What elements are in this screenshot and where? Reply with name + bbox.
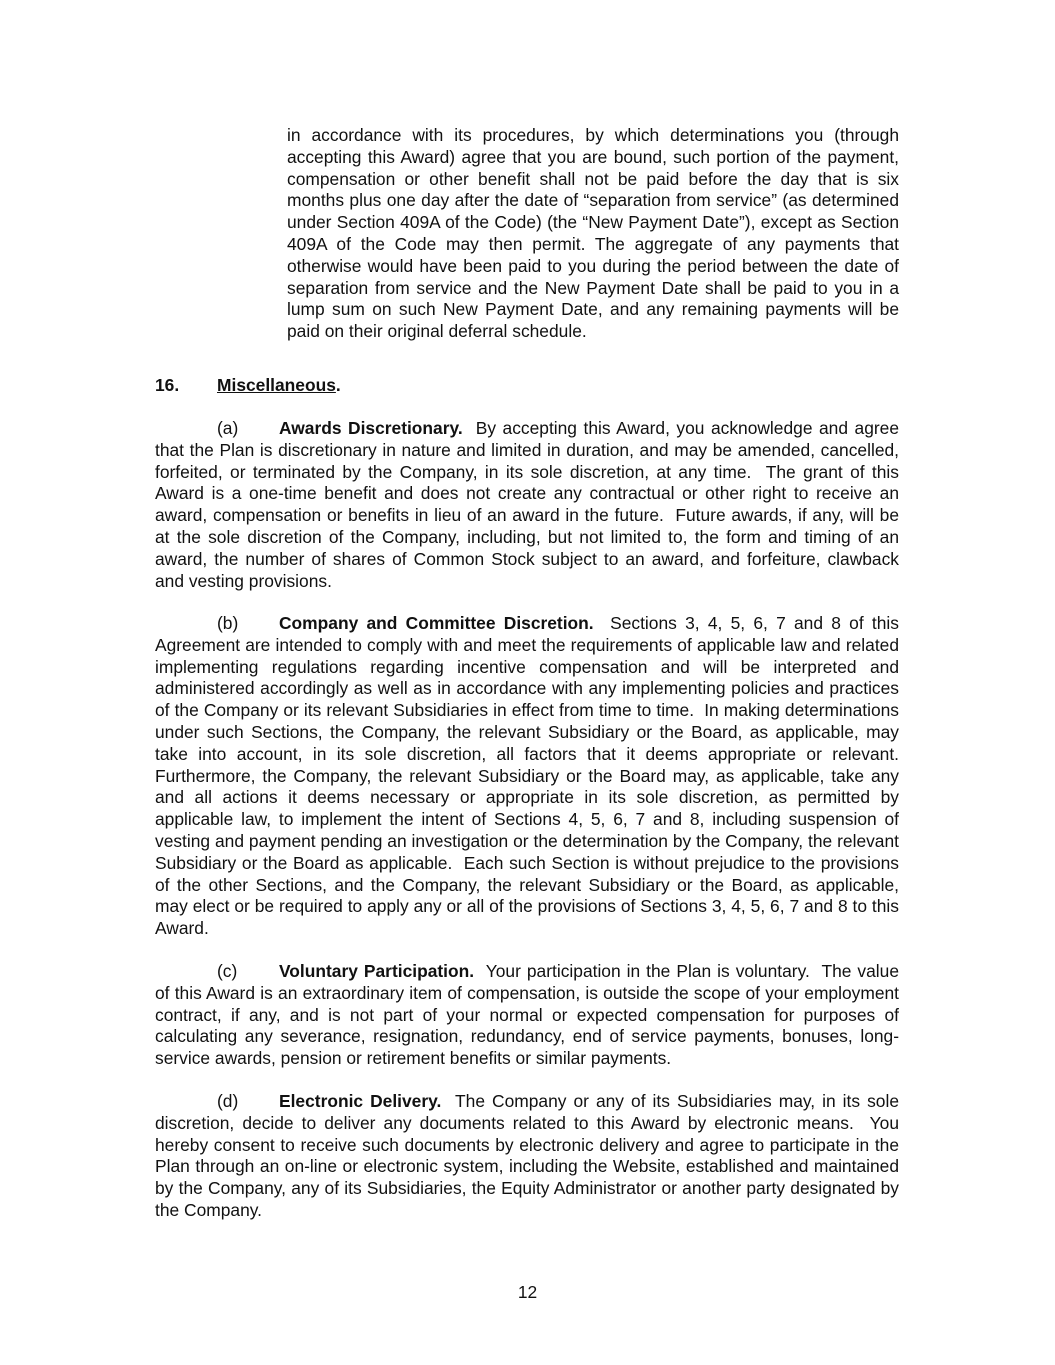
paragraph-awards-discretionary xyxy=(155,418,904,592)
paragraph-label: (b) xyxy=(217,613,239,633)
page-number: 12 xyxy=(517,1282,538,1302)
paragraph-text: Sections 3, 4, 5, 6, 7 and 8 of this Agreement are intended to comply with and meet the requirements of applicable law and related implementing regulations regarding incentive compensation and will be interpreted and administered accordingly as well as in accordance with any implementing policies and practices of the Company or its relevant Subsidiaries in effect from time to time. In making determinations under such Sections, the Company, the relevant Subsidiary or the Board, as applicable, may take into account, in its sole discretion, all factors that it deems appropriate or relevant. Furthermore, the Company, the relevant Subsidiary or the Board may, as applicable, take any and all actions it deems necessary or appropriate in its sole discretion, as permitted by applicable law, to implement the intent of Sections 4, 5, 6, 7 and 8, including suspension of vesting and payment pending an investigation or the determination by the Company, the relevant Subsidiary or the Board as applicable. Each such Section is without prejudice to the provisions of the other Sections, and the Company, the relevant Subsidiary or the Board, as applicable, may elect or be required to apply any or all of the provisions of Sections 3, 4, 5, 6, 7 and 8 to this Award. xyxy=(155,613,909,939)
paragraph-text: By accepting this Award, you acknowledge and agree that the Plan is discretionary in nature and limited in duration, and may be amended, cancelled, forfeited, or terminated by the Company, in its sole discretion, at any time. The grant of this Award is a one-time benefit and does not create any contractual or other right to receive an award, compensation or benefits in lieu of an award in the future. Future awards, if any, will be at the sole discretion of the Company, including, but not limited to, the form and timing of an award, the number of shares of Common Stock subject to an award, and forfeiture, clawback and vesting provisions. xyxy=(155,418,904,591)
continuation-paragraph: in accordance with its procedures, by which determinations you (through accepting this Award) agree that you are bound, such portion of the payment, compensation or other benefit shall not be paid before the day that is six months plus one day after the date of “separation from service” (as determined under Section 409A of the Code) (the “New Payment Date”), except as Section 409A of the Code may then permit. The aggregate of any payments that otherwise would have been paid to you during the period between the date of separation from service and the New Payment Date shall be paid to you in a lump sum on such New Payment Date, and any remaining payments will be paid on their original deferral schedule. xyxy=(287,125,899,342)
paragraph-electronic-delivery xyxy=(155,1091,904,1222)
section-number: 16. xyxy=(155,375,180,395)
paragraph-company-committee-discretion xyxy=(155,613,909,940)
section-title: Miscellaneous xyxy=(217,375,336,395)
paragraph-label: (d) xyxy=(217,1091,239,1111)
section-heading xyxy=(155,375,341,397)
section-title-suffix: . xyxy=(335,375,341,395)
paragraph-text: Your participation in the Plan is voluntary. The value of this Award is an extraordinary item of compensation, is outside the scope of your employment contract, if any, and is not part of your normal or expected compensation for purposes of calculating any severance, resignation, redundancy, end of service payments, bonuses, long-service awards, pension or retirement benefits or similar payments. xyxy=(155,961,904,1069)
paragraph-label: (c) xyxy=(217,961,238,981)
paragraph-label: (a) xyxy=(217,418,239,438)
paragraph-title: Electronic Delivery. xyxy=(279,1091,442,1111)
paragraph-title: Company and Committee Discretion. xyxy=(279,613,594,633)
paragraph-voluntary-participation xyxy=(155,961,904,1070)
paragraph-title: Awards Discretionary. xyxy=(279,418,463,438)
paragraph-title: Voluntary Participation. xyxy=(279,961,475,981)
paragraph-text: The Company or any of its Subsidiaries may, in its sole discretion, decide to deliver any documents related to this Award by electronic means. You hereby consent to receive such documents by electronic delivery and agree to participate in the Plan through an on-line or electronic system, including the Website, established and maintained by the Company, any of its Subsidiaries, the Equity Administrator or another party designated by the Company. xyxy=(155,1091,904,1220)
